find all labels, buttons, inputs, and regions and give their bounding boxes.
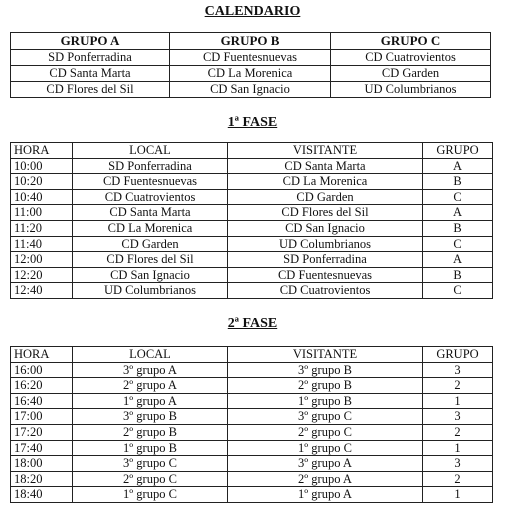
table-row (11, 267, 493, 283)
match-visitor: 3º grupo C (228, 409, 423, 425)
match-group: A (423, 252, 493, 268)
groups-header-row (11, 33, 491, 50)
match-local: 2º grupo C (73, 471, 228, 487)
match-visitor: 1º grupo A (228, 487, 423, 503)
match-visitor: 3º grupo A (228, 456, 423, 472)
match-local: UD Columbrianos (73, 283, 228, 299)
match-visitor: CD Garden (228, 189, 423, 205)
match-local: SD Ponferradina (73, 158, 228, 174)
match-group: A (423, 205, 493, 221)
match-time: 11:00 (11, 205, 73, 221)
match-group: 1 (423, 393, 493, 409)
table-row (11, 362, 493, 378)
table-row (11, 393, 493, 409)
match-time: 12:20 (11, 267, 73, 283)
table-row (11, 487, 493, 503)
group-b-header: GRUPO B (170, 33, 331, 50)
match-visitor: 2º grupo A (228, 471, 423, 487)
match-group: C (423, 283, 493, 299)
match-time: 10:40 (11, 189, 73, 205)
table-row (11, 471, 493, 487)
match-visitor: UD Columbrianos (228, 236, 423, 252)
match-group: 2 (423, 378, 493, 394)
group-team: CD Fuentesnuevas (170, 50, 331, 66)
match-time: 10:00 (11, 158, 73, 174)
match-group: B (423, 220, 493, 236)
match-local: CD Flores del Sil (73, 252, 228, 268)
local-header: LOCAL (73, 143, 228, 159)
match-group: B (423, 174, 493, 190)
group-a-header: GRUPO A (11, 33, 170, 50)
match-group: B (423, 267, 493, 283)
match-time: 11:40 (11, 236, 73, 252)
match-time: 18:20 (11, 471, 73, 487)
phase1-title: 1ª FASE (227, 115, 278, 130)
match-time: 10:20 (11, 174, 73, 190)
hora-header: HORA (11, 143, 73, 159)
match-time: 17:20 (11, 424, 73, 440)
group-team: CD Cuatrovientos (331, 50, 491, 66)
table-row (11, 205, 493, 221)
match-visitor: 3º grupo B (228, 362, 423, 378)
table-row (11, 158, 493, 174)
phase1-header-row (11, 143, 493, 159)
visitante-header: VISITANTE (228, 143, 423, 159)
match-visitor: CD San Ignacio (228, 220, 423, 236)
match-visitor: CD La Morenica (228, 174, 423, 190)
match-time: 16:00 (11, 362, 73, 378)
table-row (11, 456, 493, 472)
match-local: 2º grupo A (73, 378, 228, 394)
match-group: C (423, 236, 493, 252)
group-c-header: GRUPO C (331, 33, 491, 50)
match-local: CD Santa Marta (73, 205, 228, 221)
table-row (11, 252, 493, 268)
hora-header: HORA (11, 347, 73, 363)
match-group: 3 (423, 456, 493, 472)
calendar-title: CALENDARIO (204, 4, 301, 19)
phase2-table (10, 346, 493, 503)
match-visitor: CD Flores del Sil (228, 205, 423, 221)
group-team: CD La Morenica (170, 66, 331, 82)
match-visitor: CD Fuentesnuevas (228, 267, 423, 283)
table-row (11, 378, 493, 394)
match-time: 12:00 (11, 252, 73, 268)
match-local: 3º grupo C (73, 456, 228, 472)
group-team: CD San Ignacio (170, 82, 331, 98)
match-group: 1 (423, 487, 493, 503)
table-row (11, 236, 493, 252)
table-row (11, 283, 493, 299)
match-local: CD Garden (73, 236, 228, 252)
match-time: 18:40 (11, 487, 73, 503)
match-local: 1º grupo A (73, 393, 228, 409)
match-local: 3º grupo B (73, 409, 228, 425)
groups-table (10, 32, 491, 98)
match-local: CD Fuentesnuevas (73, 174, 228, 190)
match-visitor: CD Santa Marta (228, 158, 423, 174)
table-row (11, 424, 493, 440)
grupo-header: GRUPO (423, 347, 493, 363)
match-local: CD Cuatrovientos (73, 189, 228, 205)
groups-row (11, 50, 491, 66)
groups-row (11, 66, 491, 82)
match-time: 16:20 (11, 378, 73, 394)
phase1-table (10, 142, 493, 299)
group-team: CD Flores del Sil (11, 82, 170, 98)
visitante-header: VISITANTE (228, 347, 423, 363)
group-team: CD Garden (331, 66, 491, 82)
match-time: 17:40 (11, 440, 73, 456)
group-team: UD Columbrianos (331, 82, 491, 98)
table-row (11, 220, 493, 236)
match-time: 16:40 (11, 393, 73, 409)
match-visitor: 1º grupo C (228, 440, 423, 456)
match-group: 3 (423, 362, 493, 378)
phase2-header-row (11, 347, 493, 363)
match-local: CD San Ignacio (73, 267, 228, 283)
match-visitor: 2º grupo C (228, 424, 423, 440)
match-local: CD La Morenica (73, 220, 228, 236)
match-visitor: 1º grupo B (228, 393, 423, 409)
match-time: 11:20 (11, 220, 73, 236)
match-group: 2 (423, 424, 493, 440)
table-row (11, 440, 493, 456)
match-visitor: CD Cuatrovientos (228, 283, 423, 299)
match-local: 1º grupo B (73, 440, 228, 456)
match-visitor: 2º grupo B (228, 378, 423, 394)
phase2-title: 2ª FASE (227, 316, 278, 331)
grupo-header: GRUPO (423, 143, 493, 159)
match-time: 17:00 (11, 409, 73, 425)
match-group: 1 (423, 440, 493, 456)
match-group: 3 (423, 409, 493, 425)
group-team: SD Ponferradina (11, 50, 170, 66)
table-row (11, 174, 493, 190)
match-visitor: SD Ponferradina (228, 252, 423, 268)
match-group: 2 (423, 471, 493, 487)
table-row (11, 189, 493, 205)
match-group: C (423, 189, 493, 205)
table-row (11, 409, 493, 425)
match-local: 3º grupo A (73, 362, 228, 378)
groups-row (11, 82, 491, 98)
local-header: LOCAL (73, 347, 228, 363)
match-group: A (423, 158, 493, 174)
match-local: 1º grupo C (73, 487, 228, 503)
match-time: 18:00 (11, 456, 73, 472)
match-local: 2º grupo B (73, 424, 228, 440)
group-team: CD Santa Marta (11, 66, 170, 82)
match-time: 12:40 (11, 283, 73, 299)
